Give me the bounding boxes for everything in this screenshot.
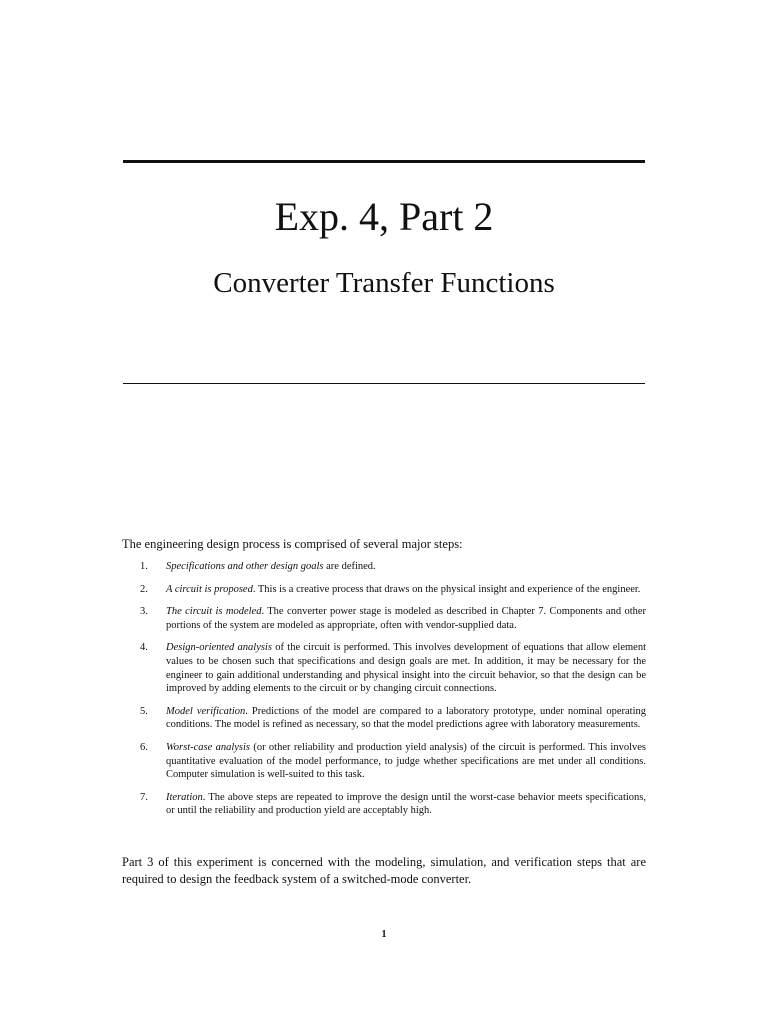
step-text: . The converter power stage is modeled as described in Chapter 7. Components and other portions of the system are modeled as appropriate, often with vendor-supplied data. xyxy=(166,606,647,631)
step-title: Model verification xyxy=(166,705,246,717)
step-text: . Predictions of the model are compared to a laboratory prototype, under nominal operating conditions. The model is refined as necessary, so that the model predictions agree with laboratory measurements. xyxy=(166,705,646,731)
list-item xyxy=(122,791,646,818)
step-number: 6. xyxy=(140,741,148,753)
step-text: . This is a creative process that draws on the physical insight and experience of the engineer. xyxy=(252,583,641,595)
list-item xyxy=(122,560,646,574)
step-title: Iteration xyxy=(166,791,203,803)
intro-paragraph: The engineering design process is comprised of several major steps: xyxy=(122,537,463,551)
list-item xyxy=(122,705,646,732)
step-title: Worst-case analysis xyxy=(166,741,251,753)
step-title: A circuit is proposed xyxy=(166,583,253,595)
chapter-subtitle: Converter Transfer Functions xyxy=(213,267,555,299)
list-item xyxy=(122,641,646,695)
list-item xyxy=(122,605,646,632)
closing-paragraph: Part 3 of this experiment is concerned with the modeling, simulation, and verification steps that are required to design the feedback system of a switched-mode converter. xyxy=(122,855,646,886)
step-text: are defined. xyxy=(323,561,376,572)
step-text: (or other reliability and production yield analysis) of the circuit is performed. This involves quantitative evaluation of the model performance, to judge whether specifications are met under all conditions. Computer simulation is well-suited to this task. xyxy=(166,741,646,781)
step-title: The circuit is modeled xyxy=(166,606,262,618)
step-number: 5. xyxy=(140,705,148,717)
top-rule xyxy=(123,160,645,163)
list-item xyxy=(122,583,646,597)
list-item xyxy=(122,741,646,782)
step-title: Specifications and other design goals xyxy=(166,561,324,572)
step-number: 1. xyxy=(140,561,148,572)
step-text: of the circuit is performed. This involves development of equations that allow element values to be chosen such that specifications and design goals are met. In addition, it may be necessary for the engineer to gain additional understanding and physical insight into the circuit behavior, so that the design can be improved by adding elements to the circuit or by changing circuit connections. xyxy=(166,642,647,695)
step-number: 3. xyxy=(140,606,148,618)
step-number: 4. xyxy=(140,642,148,654)
page-number: 1 xyxy=(381,929,387,940)
step-number: 7. xyxy=(140,791,148,803)
design-steps-list xyxy=(122,560,646,827)
step-number: 2. xyxy=(140,583,148,595)
bottom-rule xyxy=(123,383,645,384)
step-text: . The above steps are repeated to improve the design until the worst-case behavior meets specifications, or until the reliability and production yield are acceptably high. xyxy=(166,791,646,817)
step-title: Design-oriented analysis xyxy=(166,642,272,654)
chapter-title: Exp. 4, Part 2 xyxy=(274,194,494,239)
